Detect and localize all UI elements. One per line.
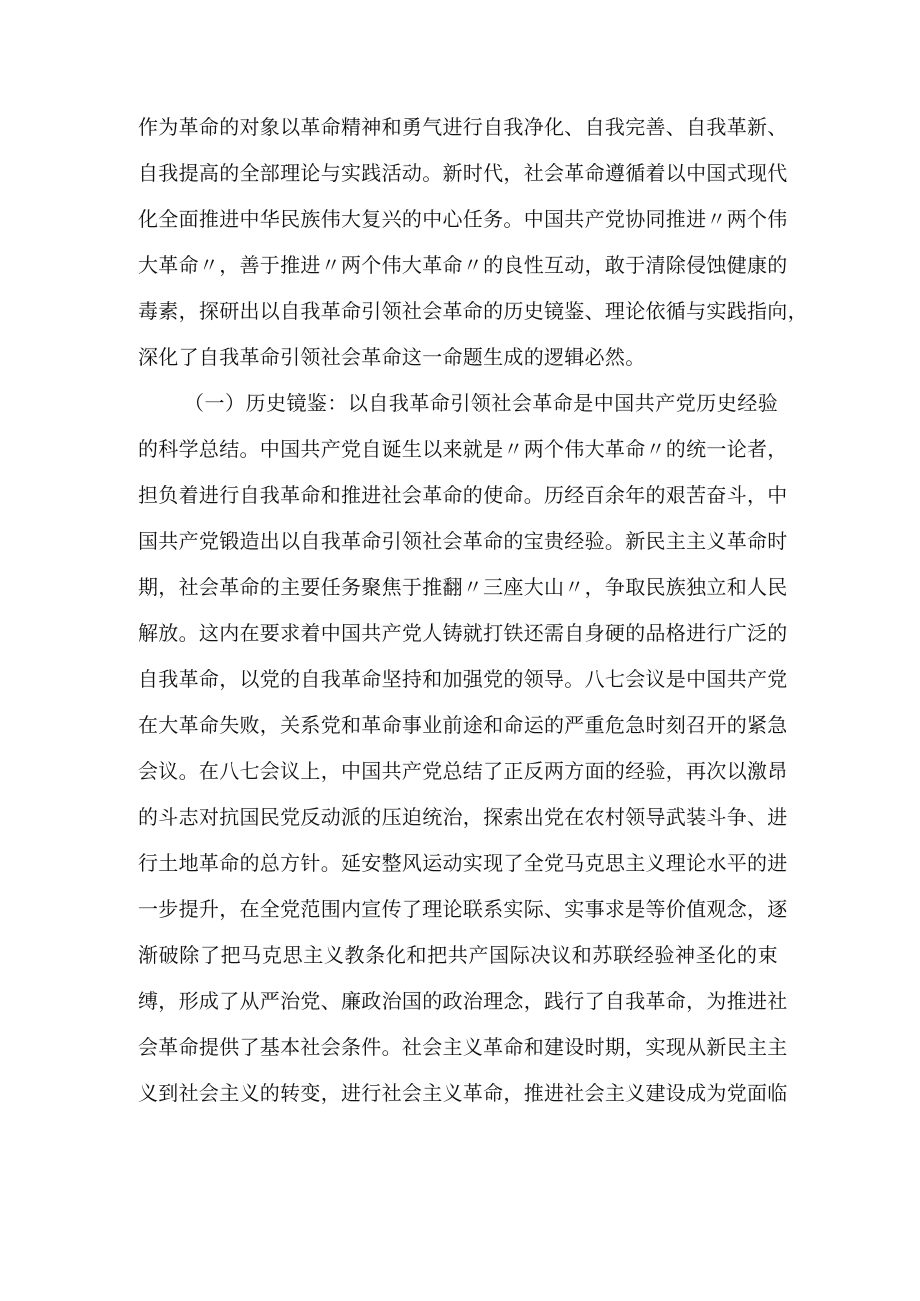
text-line: 深化了自我革命引领社会革命这一命题生成的逻辑必然。 — [138, 345, 646, 369]
text-line: 作为革命的对象以革命精神和勇气进行自我净化、自我完善、自我革新、 — [138, 115, 788, 139]
section-heading-line: （一）历史镜鉴：以自我革命引领社会革命是中国共产党历史经验 — [184, 391, 778, 415]
text-line: 自我革命，以党的自我革命坚持和加强党的领导。八七会议是中国共产党 — [138, 667, 788, 691]
text-line: 解放。这内在要求着中国共产党人铸就打铁还需自身硬的品格进行广泛的 — [138, 621, 788, 645]
text-line: 一步提升，在全党范围内宣传了理论联系实际、实事求是等价值观念，逐 — [138, 897, 788, 921]
text-line: 担负着进行自我革命和推进社会革命的使命。历经百余年的艰苦奋斗，中 — [138, 483, 788, 507]
paragraph-intro — [138, 104, 808, 380]
paragraph-historical-lessons — [138, 380, 788, 1116]
text-line: 的科学总结。中国共产党自诞生以来就是〃两个伟大革命〃的统一论者， — [138, 437, 788, 461]
text-line: 行土地革命的总方针。延安整风运动实现了全党马克思主义理论水平的进 — [138, 851, 788, 875]
text-line: 化全面推进中华民族伟大复兴的中心任务。中国共产党协同推进〃两个伟 — [138, 207, 788, 231]
text-line: 缚，形成了从严治党、廉政治国的政治理念，践行了自我革命，为推进社 — [138, 989, 788, 1013]
text-line: 国共产党锻造出以自我革命引领社会革命的宝贵经验。新民主主义革命时 — [138, 529, 788, 553]
body-text — [138, 104, 808, 1116]
text-line: 会议。在八七会议上，中国共产党总结了正反两方面的经验，再次以激昂 — [138, 759, 788, 783]
text-line: 期，社会革命的主要任务聚焦于推翻〃三座大山〃，争取民族独立和人民 — [138, 575, 788, 599]
text-line: 大革命〃，善于推进〃两个伟大革命〃的良性互动，敢于清除侵蚀健康的 — [138, 253, 788, 277]
text-line: 毒素，探研出以自我革命引领社会革命的历史镜鉴、理论依循与实践指向， — [138, 299, 808, 323]
text-line: 会革命提供了基本社会条件。社会主义革命和建设时期，实现从新民主主 — [138, 1035, 788, 1059]
text-line: 渐破除了把马克思主义教条化和把共产国际决议和苏联经验神圣化的束 — [138, 943, 778, 967]
text-line: 在大革命失败，关系党和革命事业前途和命运的严重危急时刻召开的紧急 — [138, 713, 788, 737]
text-line: 的斗志对抗国民党反动派的压迫统治，探索出党在农村领导武装斗争、进 — [138, 805, 788, 829]
text-line: 自我提高的全部理论与实践活动。新时代，社会革命遵循着以中国式现代 — [138, 161, 788, 185]
text-line: 义到社会主义的转变，进行社会主义革命，推进社会主义建设成为党面临 — [138, 1081, 788, 1105]
